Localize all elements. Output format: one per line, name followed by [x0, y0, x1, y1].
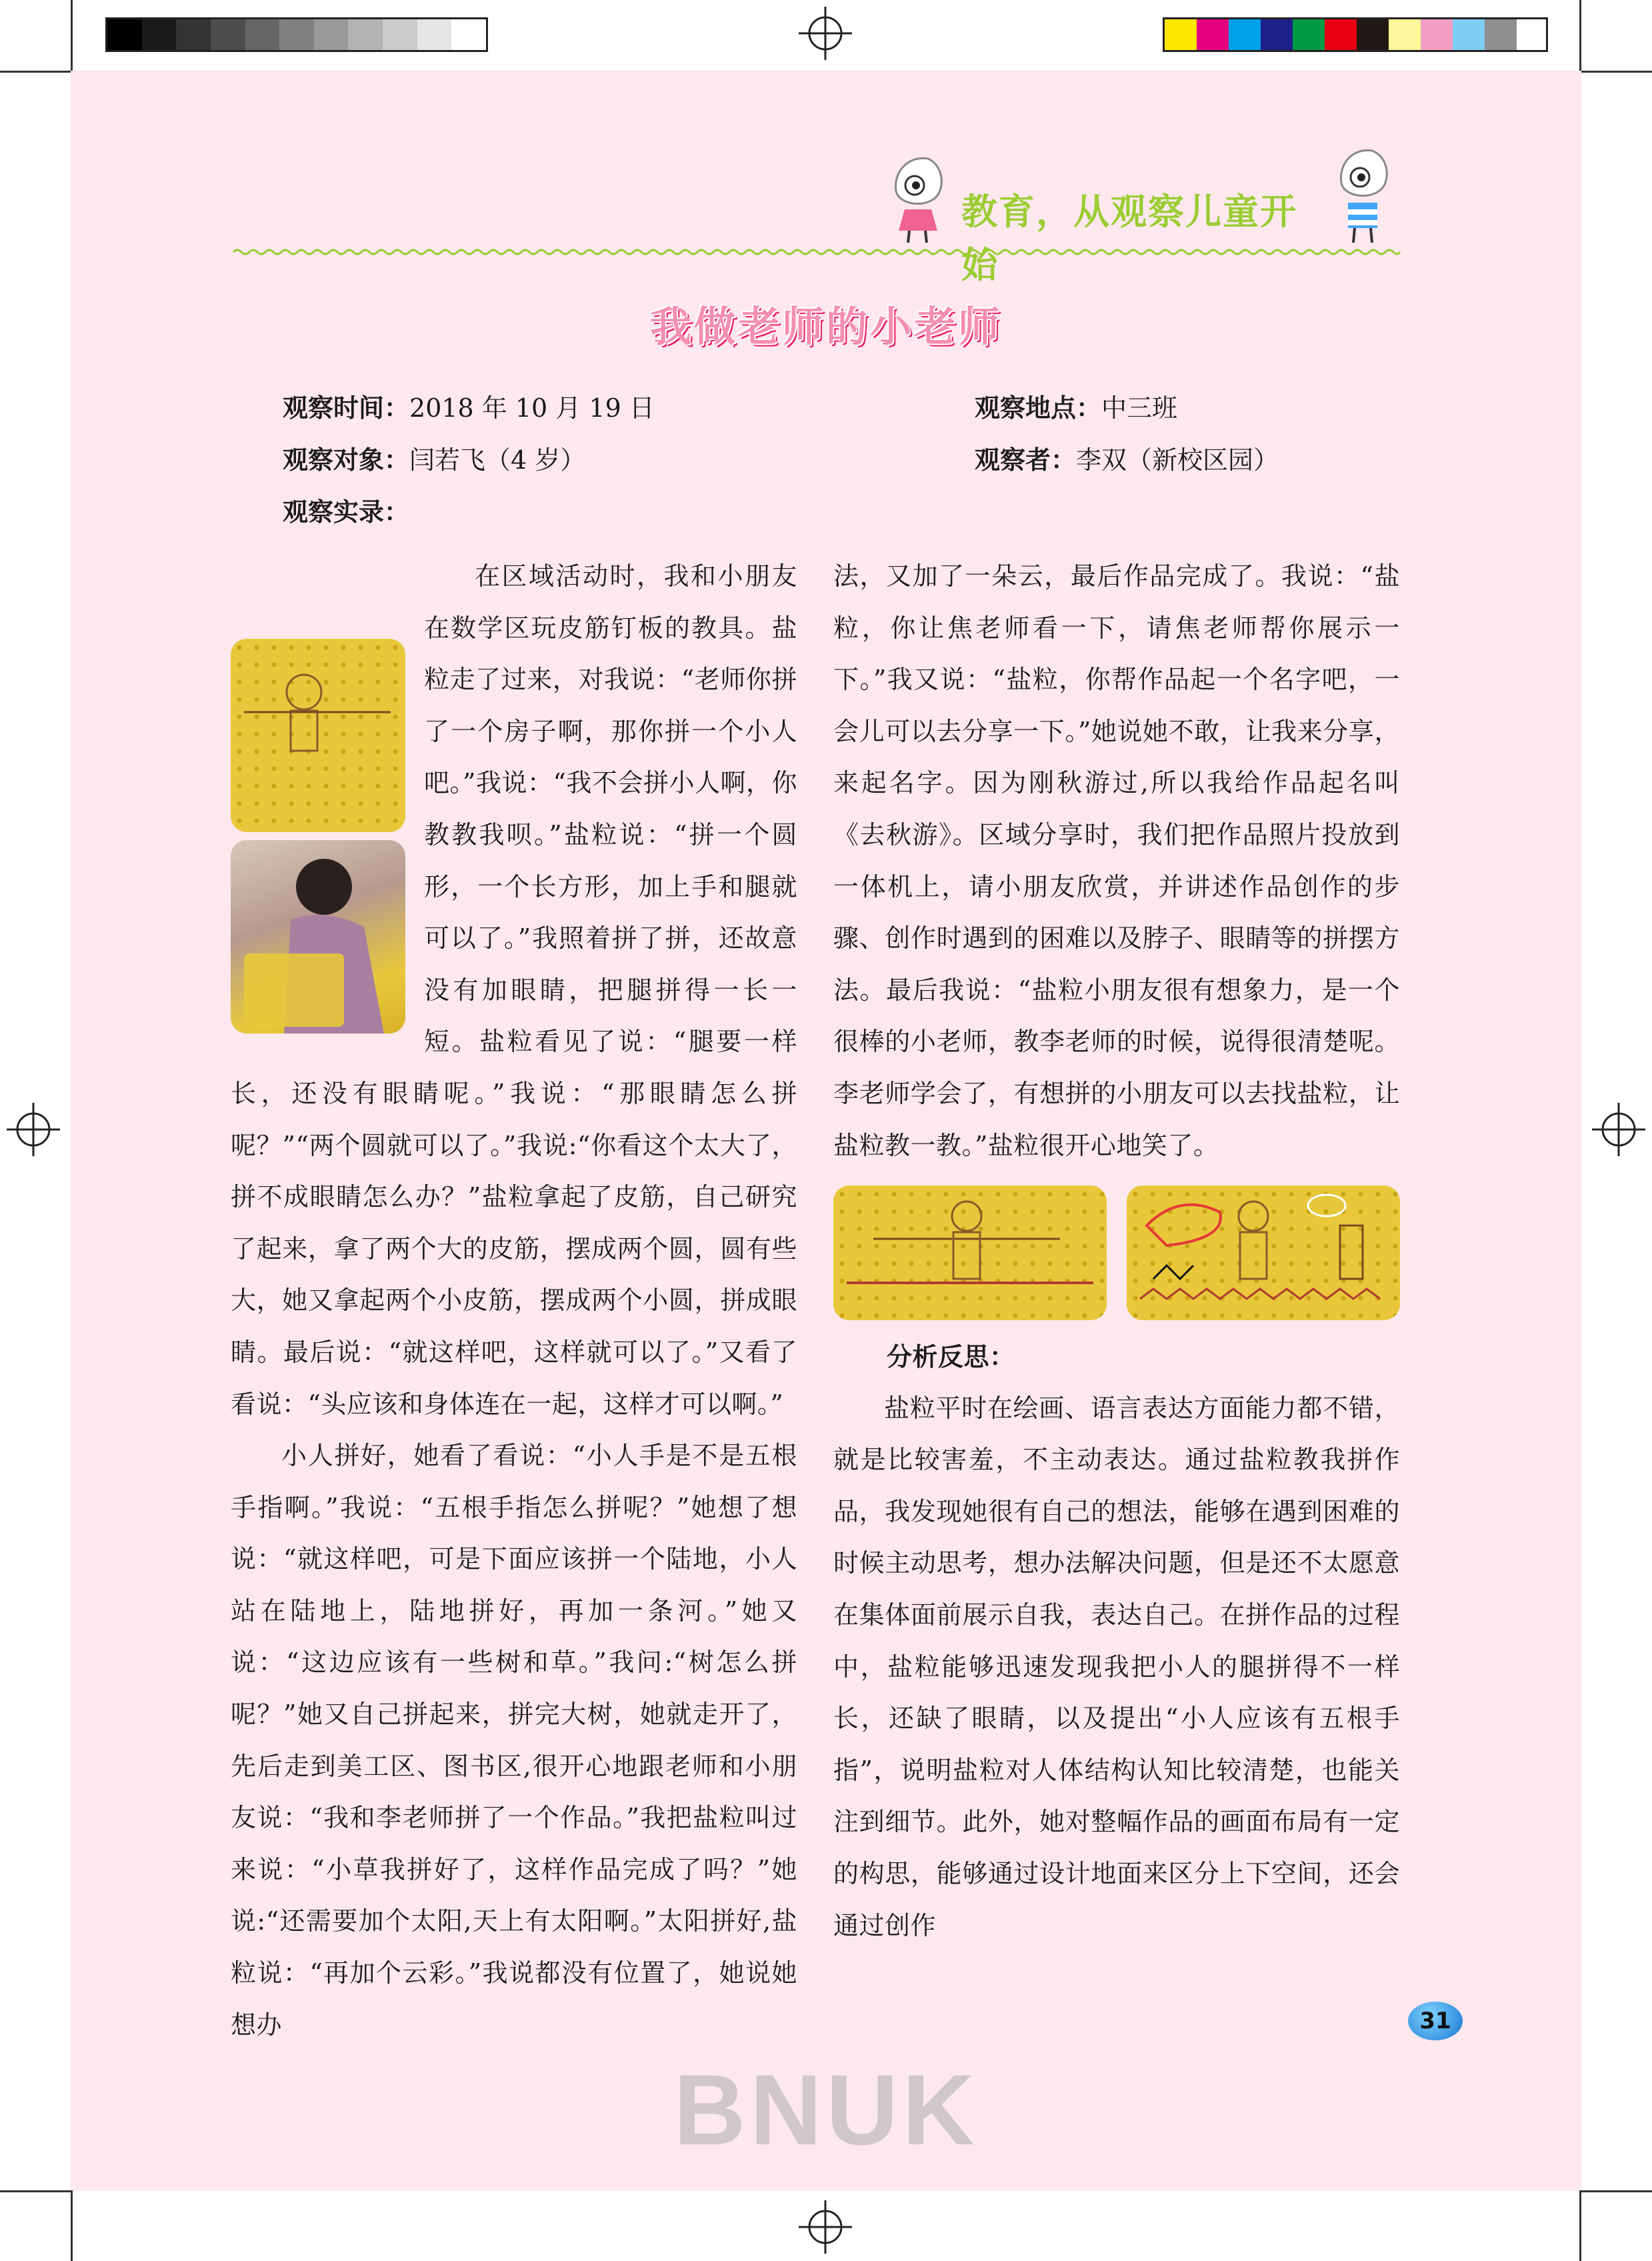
right-column-bottom: [833, 1331, 1400, 1952]
section-title: 教育，从观察儿童开始: [961, 191, 1297, 286]
observer: [975, 443, 1279, 477]
mascot-boy-icon: [1323, 145, 1403, 245]
subject-label: 观察对象：: [283, 445, 410, 475]
time-value: 2018 年 10 月 19 日: [409, 393, 655, 423]
mascot-girl-icon: [881, 152, 955, 245]
photo-peg-board-person: [833, 1186, 1107, 1320]
article-title: 我做老师的小老师: [649, 302, 1002, 351]
photo-peg-board-scene: [1127, 1186, 1400, 1320]
photo-peg-board-figure: [231, 639, 405, 832]
left-column: [231, 551, 797, 2040]
subject-value: 闫若飞（4 岁）: [409, 445, 586, 475]
left-paragraph-1: 在区域活动时，我和小朋友在数学区玩皮筋钉板的教具。盐粒走了过来，对我说：“老师你拼了一个房子啊，那你拼一个小人吧。”我说：“我不会拼小人啊，你教教我呗。”盐粒说：“拼一个圆形，一个长方形，加上手和腿就可以了。”我照着拼了拼，还故意没有加眼睛，把腿拼得一长一短。盐粒看见了说：“腿要一样长，还没有眼睛呢。”我说：“那眼睛怎么拼呢？”“两个圆就可以了。”我说:“你看这个太大了，拼不成眼睛怎么办？”盐粒拿起了皮筋，自己研究了起来，拿了两个大的皮筋，摆成两个圆，圆有些大，她又拿起两个小皮筋，摆成两个小圆，拼成眼睛。最后说：“就这样吧，这样就可以了。”又看了看说：“头应该和身体连在一起，这样才可以啊。”: [231, 561, 797, 1419]
analysis-paragraph: 盐粒平时在绘画、语言表达方面能力都不错，就是比较害羞，不主动表达。通过盐粒教我拼作品，我发现她很有自己的想法，能够在遇到困难的时候主动思考，想办法解决问题，但是还不太愿意在集体面前展示自我，表达自己。在拼作品的过程中，盐粒能够迅速发现我把小人的腿拼得不一样长，还缺了眼睛，以及提出“小人应该有五根手指”，说明盐粒对人体结构认知比较清楚，也能关注到细节。此外，她对整幅作品的画面布局有一定的构思，能够通过设计地面来区分上下空间，还会通过创作: [833, 1393, 1400, 1940]
observer-label: 观察者：: [975, 445, 1077, 475]
right-paragraph-1: 法，又加了一朵云，最后作品完成了。我说：“盐粒，你让焦老师看一下，请焦老师帮你展示一下。”我又说：“盐粒，你帮作品起一个名字吧，一会儿可以去分享一下。”她说她不敢，让我来分享，来起名字。因为刚秋游过,所以我给作品起名叫《去秋游》。区域分享时，我们把作品照片投放到一体机上，请小朋友欣赏，并讲述作品创作的步骤、创作时遇到的困难以及脖子、眼睛等的拼摆方法。最后我说：“盐粒小朋友很有想象力，是一个很棒的小老师，教李老师的时候，说得很清楚呢。李老师学会了，有想拼的小朋友可以去找盐粒，让盐粒教一教。”盐粒很开心地笑了。: [833, 561, 1400, 1160]
observation-time: [283, 391, 655, 425]
registration-mark-top: [799, 7, 852, 60]
page-number: 31: [1408, 2002, 1463, 2040]
place-value: 中三班: [1101, 393, 1178, 423]
time-label: 观察时间：: [283, 393, 410, 423]
analysis-heading: 分析反思：: [887, 1342, 1015, 1372]
registration-mark-bottom: [799, 2200, 852, 2254]
registration-mark-right: [1592, 1103, 1645, 1156]
grayscale-bar: [105, 17, 488, 52]
record-heading: [283, 495, 409, 529]
color-bar: [1163, 17, 1548, 52]
header-divider: [233, 248, 1400, 256]
observer-value: 李双（新校区园）: [1076, 445, 1279, 475]
right-column-top: [833, 551, 1400, 1172]
record-label: 观察实录：: [283, 497, 410, 527]
photo-child-at-board: [231, 840, 405, 1033]
observation-place: [975, 391, 1177, 425]
left-paragraph-2: 小人拼好，她看了看说：“小人手是不是五根手指啊。”我说：“五根手指怎么拼呢？”她想了想说：“就这样吧，可是下面应该拼一个陆地，小人站在陆地上，陆地拼好，再加一条河。”她又说：“这边应该有一些树和草。”我问:“树怎么拼呢？”她又自己拼起来，拼完大树，她就走开了，先后走到美工区、图书区,很开心地跟老师和小朋友说：“我和李老师拼了一个作品。”我把盐粒叫过来说：“小草我拼好了，这样作品完成了吗？”她说:“还需要加个太阳,天上有太阳啊。”太阳拼好,盐粒说：“再加个云彩。”我说都没有位置了，她说她想办: [231, 1441, 797, 2040]
registration-mark-left: [7, 1103, 60, 1156]
watermark: BNUK: [673, 2054, 979, 2166]
observation-subject: [283, 443, 585, 477]
place-label: 观察地点：: [975, 393, 1102, 423]
